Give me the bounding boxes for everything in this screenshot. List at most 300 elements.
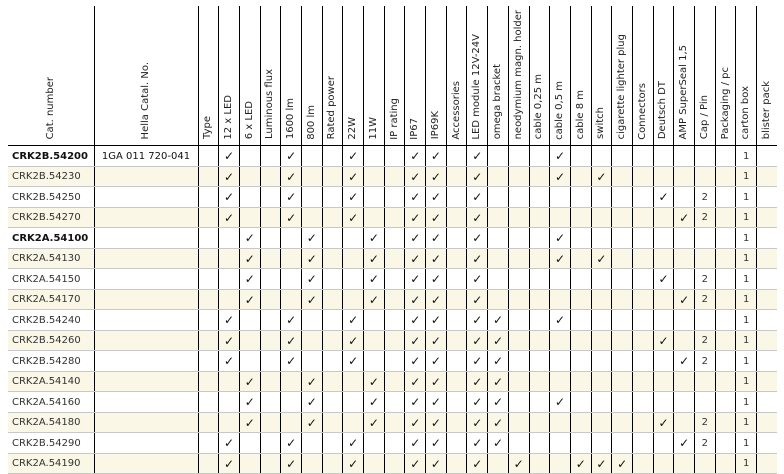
empty-cell [260,330,281,351]
cat-number-cell: CRK2A.54130 [8,248,94,269]
empty-cell [384,453,405,474]
empty-cell [695,146,716,167]
empty-cell [446,371,467,392]
check-mark-icon: ✓ [219,433,240,454]
value-cell: 2 [695,269,716,290]
empty-cell [446,392,467,413]
value-cell: 1 [736,269,757,290]
check-mark-icon: ✓ [674,351,695,372]
table-row [8,187,777,208]
empty-cell [674,228,695,249]
empty-cell [343,371,364,392]
empty-cell [695,310,716,331]
empty-cell [550,289,571,310]
empty-cell [508,310,529,331]
check-mark-icon: ✓ [281,310,302,331]
hella-catal-cell [94,207,198,228]
empty-cell [488,207,509,228]
empty-cell [529,269,550,290]
check-mark-icon: ✓ [301,228,322,249]
empty-cell [695,371,716,392]
empty-cell [364,453,385,474]
empty-cell [529,187,550,208]
empty-cell [674,269,695,290]
empty-cell [632,330,653,351]
empty-cell [570,412,591,433]
empty-cell [384,310,405,331]
empty-cell [219,412,240,433]
check-mark-icon: ✓ [405,248,426,269]
empty-cell [653,433,674,454]
column-header [632,6,653,146]
empty-cell [384,228,405,249]
check-mark-icon: ✓ [488,371,509,392]
empty-cell [260,371,281,392]
check-mark-icon: ✓ [426,146,447,167]
empty-cell [508,371,529,392]
empty-cell [632,351,653,372]
column-header [301,6,322,146]
empty-cell [301,146,322,167]
check-mark-icon: ✓ [467,310,488,331]
empty-cell [529,351,550,372]
check-mark-icon: ✓ [674,289,695,310]
empty-cell [322,371,343,392]
empty-cell [198,207,219,228]
value-cell: 2 [695,433,716,454]
check-mark-icon: ✓ [467,433,488,454]
check-mark-icon: ✓ [281,433,302,454]
empty-cell [591,207,612,228]
empty-cell [632,228,653,249]
empty-cell [550,371,571,392]
empty-cell [612,187,633,208]
empty-cell [384,187,405,208]
check-mark-icon: ✓ [301,248,322,269]
check-mark-icon: ✓ [301,392,322,413]
check-mark-icon: ✓ [405,269,426,290]
empty-cell [550,187,571,208]
empty-cell [715,412,736,433]
check-mark-icon: ✓ [426,166,447,187]
empty-cell [550,433,571,454]
empty-cell [508,207,529,228]
empty-cell [757,146,778,167]
empty-cell [591,351,612,372]
empty-cell [322,433,343,454]
empty-cell [529,453,550,474]
empty-cell [529,412,550,433]
check-mark-icon: ✓ [612,453,633,474]
empty-cell [757,228,778,249]
empty-cell [653,166,674,187]
check-mark-icon: ✓ [343,166,364,187]
check-mark-icon: ✓ [219,207,240,228]
empty-cell [674,187,695,208]
empty-cell [260,289,281,310]
column-header-label: cable 0,5 m [554,80,566,140]
empty-cell [612,310,633,331]
empty-cell [529,146,550,167]
empty-cell [508,412,529,433]
empty-cell [343,228,364,249]
empty-cell [550,453,571,474]
check-mark-icon: ✓ [239,392,260,413]
empty-cell [653,228,674,249]
empty-cell [695,248,716,269]
hella-catal-cell [94,248,198,269]
cat-number-cell: CRK2A.54180 [8,412,94,433]
hella-catal-cell [94,371,198,392]
empty-cell [260,269,281,290]
empty-cell [343,392,364,413]
empty-cell [446,228,467,249]
empty-cell [674,310,695,331]
column-header [94,6,198,146]
empty-cell [384,371,405,392]
check-mark-icon: ✓ [591,166,612,187]
check-mark-icon: ✓ [405,228,426,249]
check-mark-icon: ✓ [281,166,302,187]
column-header [550,6,571,146]
empty-cell [260,310,281,331]
empty-cell [715,228,736,249]
empty-cell [591,187,612,208]
check-mark-icon: ✓ [426,289,447,310]
value-cell: 2 [695,412,716,433]
check-mark-icon: ✓ [343,310,364,331]
table-row [8,269,777,290]
check-mark-icon: ✓ [550,310,571,331]
empty-cell [612,433,633,454]
value-cell: 1 [736,166,757,187]
empty-cell [301,166,322,187]
check-mark-icon: ✓ [239,412,260,433]
table-row [8,289,777,310]
empty-cell [529,289,550,310]
empty-cell [757,371,778,392]
check-mark-icon: ✓ [426,228,447,249]
empty-cell [198,433,219,454]
cat-number-cell: CRK2B.54260 [8,330,94,351]
check-mark-icon: ✓ [364,228,385,249]
empty-cell [632,146,653,167]
empty-cell [570,269,591,290]
hella-catal-cell [94,392,198,413]
empty-cell [695,453,716,474]
check-mark-icon: ✓ [239,228,260,249]
empty-cell [198,412,219,433]
value-cell: 1 [736,392,757,413]
empty-cell [446,453,467,474]
check-mark-icon: ✓ [426,351,447,372]
empty-cell [260,248,281,269]
hella-catal-cell [94,453,198,474]
empty-cell [591,371,612,392]
empty-cell [384,412,405,433]
empty-cell [198,392,219,413]
table-body [8,146,777,474]
value-cell: 1 [736,248,757,269]
hella-catal-cell [94,412,198,433]
table-row [8,392,777,413]
empty-cell [198,187,219,208]
empty-cell [198,289,219,310]
check-mark-icon: ✓ [219,453,240,474]
empty-cell [653,453,674,474]
check-mark-icon: ✓ [239,269,260,290]
empty-cell [322,207,343,228]
empty-cell [508,433,529,454]
check-mark-icon: ✓ [426,412,447,433]
empty-cell [384,392,405,413]
check-mark-icon: ✓ [426,392,447,413]
empty-cell [757,289,778,310]
check-mark-icon: ✓ [405,453,426,474]
empty-cell [715,187,736,208]
empty-cell [632,453,653,474]
empty-cell [550,351,571,372]
column-header [715,6,736,146]
empty-cell [715,453,736,474]
empty-cell [508,146,529,167]
empty-cell [446,310,467,331]
cat-number-cell: CRK2A.54170 [8,289,94,310]
empty-cell [674,166,695,187]
empty-cell [591,310,612,331]
value-cell: 1 [736,371,757,392]
empty-cell [322,453,343,474]
empty-cell [570,248,591,269]
column-header-label: carton box [740,86,752,140]
empty-cell [281,289,302,310]
check-mark-icon: ✓ [364,412,385,433]
empty-cell [364,166,385,187]
empty-cell [570,289,591,310]
column-header [674,6,695,146]
cat-number-cell: CRK2B.54200 [8,146,94,167]
check-mark-icon: ✓ [550,392,571,413]
empty-cell [508,351,529,372]
cat-number-cell: CRK2A.54190 [8,453,94,474]
empty-cell [343,289,364,310]
empty-cell [446,433,467,454]
column-header-label: IP rating [388,97,400,140]
column-header-label: Cat. number [44,77,56,140]
check-mark-icon: ✓ [488,412,509,433]
empty-cell [508,166,529,187]
hella-catal-cell [94,228,198,249]
empty-cell [281,412,302,433]
check-mark-icon: ✓ [219,351,240,372]
empty-cell [239,207,260,228]
check-mark-icon: ✓ [364,392,385,413]
empty-cell [446,269,467,290]
cat-number-cell: CRK2B.54280 [8,351,94,372]
empty-cell [239,433,260,454]
check-mark-icon: ✓ [674,207,695,228]
value-cell: 1 [736,453,757,474]
empty-cell [715,433,736,454]
column-header [426,6,447,146]
table-row [8,412,777,433]
empty-cell [384,146,405,167]
column-header [736,6,757,146]
empty-cell [219,289,240,310]
value-cell: 1 [736,433,757,454]
hella-catal-cell [94,289,198,310]
empty-cell [446,146,467,167]
empty-cell [364,310,385,331]
cat-number-cell: CRK2B.54290 [8,433,94,454]
empty-cell [612,371,633,392]
value-cell: 1 [736,187,757,208]
empty-cell [653,371,674,392]
empty-cell [508,228,529,249]
empty-cell [529,392,550,413]
value-cell: 1 [736,289,757,310]
check-mark-icon: ✓ [219,330,240,351]
empty-cell [757,392,778,413]
empty-cell [695,228,716,249]
column-header-label: Rated power [326,76,338,140]
empty-cell [281,269,302,290]
empty-cell [364,207,385,228]
header-row [8,6,777,146]
hella-catal-cell [94,433,198,454]
empty-cell [674,248,695,269]
empty-cell [198,146,219,167]
empty-cell [612,207,633,228]
empty-cell [591,330,612,351]
empty-cell [715,351,736,372]
empty-cell [591,289,612,310]
cat-number-cell: CRK2A.54140 [8,371,94,392]
check-mark-icon: ✓ [467,453,488,474]
check-mark-icon: ✓ [653,187,674,208]
column-header [757,6,778,146]
column-header-label: omega bracket [491,64,503,140]
check-mark-icon: ✓ [364,289,385,310]
empty-cell [529,228,550,249]
empty-cell [384,433,405,454]
empty-cell [239,187,260,208]
empty-cell [632,187,653,208]
empty-cell [529,371,550,392]
empty-cell [301,433,322,454]
check-mark-icon: ✓ [405,187,426,208]
table-row [8,371,777,392]
table-row [8,433,777,454]
column-header [239,6,260,146]
empty-cell [570,392,591,413]
column-header-label: LED module 12V-24V [471,33,483,140]
table-row [8,207,777,228]
empty-cell [260,351,281,372]
check-mark-icon: ✓ [467,248,488,269]
check-mark-icon: ✓ [364,248,385,269]
empty-cell [301,187,322,208]
check-mark-icon: ✓ [426,187,447,208]
column-header [591,6,612,146]
empty-cell [239,146,260,167]
empty-cell [508,248,529,269]
empty-cell [612,269,633,290]
check-mark-icon: ✓ [591,453,612,474]
empty-cell [446,351,467,372]
empty-cell [591,146,612,167]
check-mark-icon: ✓ [426,453,447,474]
empty-cell [632,207,653,228]
empty-cell [488,269,509,290]
check-mark-icon: ✓ [301,289,322,310]
empty-cell [301,310,322,331]
empty-cell [446,289,467,310]
empty-cell [591,433,612,454]
check-mark-icon: ✓ [467,392,488,413]
empty-cell [612,289,633,310]
empty-cell [364,351,385,372]
empty-cell [570,330,591,351]
column-header [8,6,94,146]
hella-catal-cell: 1GA 011 720-041 [94,146,198,167]
table-row [8,248,777,269]
column-header-label: Deutsch DT [657,81,669,140]
check-mark-icon: ✓ [239,248,260,269]
empty-cell [198,330,219,351]
check-mark-icon: ✓ [426,371,447,392]
table-row [8,351,777,372]
table-row [8,146,777,167]
empty-cell [612,228,633,249]
column-header-label: 1600 lm [285,98,297,140]
empty-cell [612,392,633,413]
empty-cell [757,330,778,351]
cat-number-cell: CRK2A.54100 [8,228,94,249]
check-mark-icon: ✓ [550,228,571,249]
empty-cell [322,412,343,433]
empty-cell [446,248,467,269]
empty-cell [715,207,736,228]
column-header [384,6,405,146]
empty-cell [757,412,778,433]
column-header-label: 6 x LED [243,101,255,140]
check-mark-icon: ✓ [426,269,447,290]
cat-number-cell: CRK2B.54270 [8,207,94,228]
empty-cell [239,453,260,474]
empty-cell [612,248,633,269]
check-mark-icon: ✓ [653,269,674,290]
check-mark-icon: ✓ [426,207,447,228]
empty-cell [384,351,405,372]
empty-cell [322,351,343,372]
empty-cell [301,453,322,474]
check-mark-icon: ✓ [467,207,488,228]
column-header-label: Luminous flux [264,69,276,140]
empty-cell [612,146,633,167]
empty-cell [488,289,509,310]
column-header [260,6,281,146]
table-row [8,228,777,249]
empty-cell [239,310,260,331]
empty-cell [198,228,219,249]
empty-cell [219,248,240,269]
empty-cell [757,187,778,208]
column-header-label: blister pack [761,81,773,140]
empty-cell [591,392,612,413]
column-header-label: Hella Catal. No. [140,61,151,140]
empty-cell [757,207,778,228]
